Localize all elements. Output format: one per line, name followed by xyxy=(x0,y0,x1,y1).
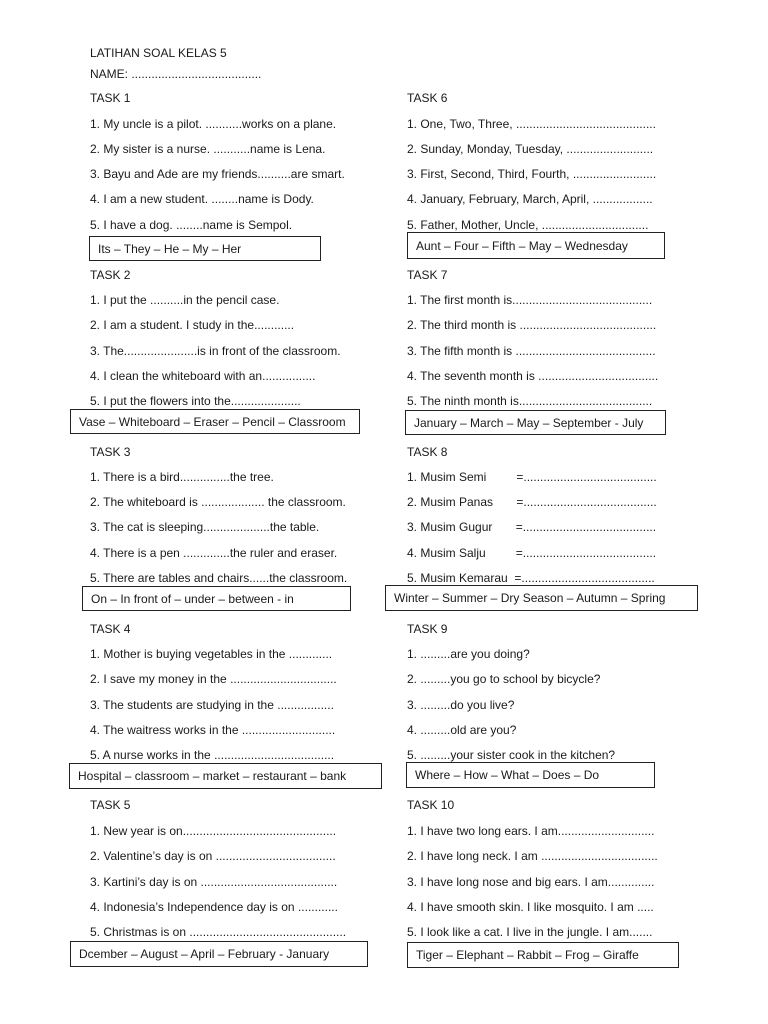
task-question: 4. Indonesia’s Independence day is on ............ xyxy=(90,900,338,914)
task-question: 2. Valentine’s day is on .................................... xyxy=(90,849,336,863)
task-question: 5. There are tables and chairs......the classroom. xyxy=(90,571,348,585)
task-question: 4. I have smooth skin. I like mosquito. I am ..... xyxy=(407,900,654,914)
task-title: TASK 7 xyxy=(407,268,448,282)
task-question: 3. Musim Gugur =........................................ xyxy=(407,520,657,534)
task-question: 5. I look like a cat. I live in the jungle. I am....... xyxy=(407,925,653,939)
options-box: Hospital – classroom – market – restaurant – bank xyxy=(69,763,382,789)
task-question: 4. There is a pen ..............the ruler and eraser. xyxy=(90,546,338,560)
task-title: TASK 8 xyxy=(407,445,448,459)
task-question: 2. I have long neck. I am ................................... xyxy=(407,849,658,863)
task-question: 3. Kartini’s day is on ......................................... xyxy=(90,875,338,889)
task-question: 2. I am a student. I study in the............ xyxy=(90,318,295,332)
task-question: 1. New year is on.............................................. xyxy=(90,824,337,838)
task-question: 5. I put the flowers into the..................... xyxy=(90,394,301,408)
task-question: 5. Christmas is on ............................................... xyxy=(90,925,347,939)
task-question: 3. The students are studying in the ................. xyxy=(90,698,334,712)
task-question: 5. A nurse works in the .................................... xyxy=(90,748,335,762)
options-box: Its – They – He – My – Her xyxy=(89,236,321,261)
task-question: 5. The ninth month is........................................ xyxy=(407,394,653,408)
task-question: 2. The third month is ......................................... xyxy=(407,318,657,332)
task-question: 3. The......................is in front of the classroom. xyxy=(90,344,341,358)
task-question: 1. One, Two, Three, .......................................... xyxy=(407,117,656,131)
task-question: 2. The whiteboard is ................... the classroom. xyxy=(90,495,346,509)
task-question: 1. The first month is.......................................... xyxy=(407,293,653,307)
name-line: NAME: ....................................... xyxy=(90,67,262,81)
task-question: 1. Musim Semi =........................................ xyxy=(407,470,657,484)
task-question: 4. January, February, March, April, .................. xyxy=(407,192,653,206)
task-question: 3. The cat is sleeping....................the table. xyxy=(90,520,320,534)
options-box: Dcember – August – April – February - January xyxy=(70,941,368,967)
options-box: Winter – Summer – Dry Season – Autumn – Spring xyxy=(385,585,698,611)
task-question: 4. The waitress works in the ............................ xyxy=(90,723,336,737)
task-question: 1. I have two long ears. I am............................. xyxy=(407,824,655,838)
task-question: 2. Musim Panas =........................................ xyxy=(407,495,657,509)
task-question: 4. I clean the whiteboard with an................ xyxy=(90,369,316,383)
task-question: 2. .........you go to school by bicycle? xyxy=(407,672,601,686)
task-title: TASK 1 xyxy=(90,91,131,105)
task-title: TASK 3 xyxy=(90,445,131,459)
task-title: TASK 9 xyxy=(407,622,448,636)
task-question: 4. .........old are you? xyxy=(407,723,517,737)
options-box: Vase – Whiteboard – Eraser – Pencil – Classroom xyxy=(70,409,360,434)
task-question: 3. I have long nose and big ears. I am.............. xyxy=(407,875,655,889)
task-question: 5. Musim Kemarau =........................................ xyxy=(407,571,655,585)
task-question: 2. My sister is a nurse. ...........name is Lena. xyxy=(90,142,326,156)
task-question: 2. Sunday, Monday, Tuesday, .......................... xyxy=(407,142,654,156)
task-question: 4. I am a new student. ........name is Dody. xyxy=(90,192,314,206)
task-title: TASK 6 xyxy=(407,91,448,105)
task-question: 5. .........your sister cook in the kitchen? xyxy=(407,748,616,762)
task-title: TASK 4 xyxy=(90,622,131,636)
task-question: 3. The fifth month is .......................................... xyxy=(407,344,656,358)
task-question: 1. I put the ..........in the pencil case. xyxy=(90,293,280,307)
task-title: TASK 5 xyxy=(90,798,131,812)
task-question: 4. The seventh month is .................................... xyxy=(407,369,659,383)
task-title: TASK 10 xyxy=(407,798,455,812)
options-box: January – March – May – September - July xyxy=(405,410,666,435)
task-question: 1. Mother is buying vegetables in the ............. xyxy=(90,647,333,661)
task-question: 5. I have a dog. ........name is Sempol. xyxy=(90,218,293,232)
options-box: Tiger – Elephant – Rabbit – Frog – Giraffe xyxy=(407,942,679,968)
task-question: 1. There is a bird...............the tree. xyxy=(90,470,274,484)
task-question: 3. .........do you live? xyxy=(407,698,515,712)
task-question: 4. Musim Salju =........................................ xyxy=(407,546,657,560)
task-question: 3. First, Second, Third, Fourth, ......................... xyxy=(407,167,657,181)
options-box: On – In front of – under – between - in xyxy=(82,586,351,611)
task-question: 3. Bayu and Ade are my friends..........are smart. xyxy=(90,167,345,181)
options-box: Where – How – What – Does – Do xyxy=(406,762,655,788)
task-title: TASK 2 xyxy=(90,268,131,282)
task-question: 1. .........are you doing? xyxy=(407,647,530,661)
task-question: 1. My uncle is a pilot. ...........works on a plane. xyxy=(90,117,337,131)
worksheet-title: LATIHAN SOAL KELAS 5 xyxy=(90,46,227,60)
task-question: 5. Father, Mother, Uncle, ................................ xyxy=(407,218,649,232)
options-box: Aunt – Four – Fifth – May – Wednesday xyxy=(407,232,665,259)
task-question: 2. I save my money in the ................................ xyxy=(90,672,337,686)
